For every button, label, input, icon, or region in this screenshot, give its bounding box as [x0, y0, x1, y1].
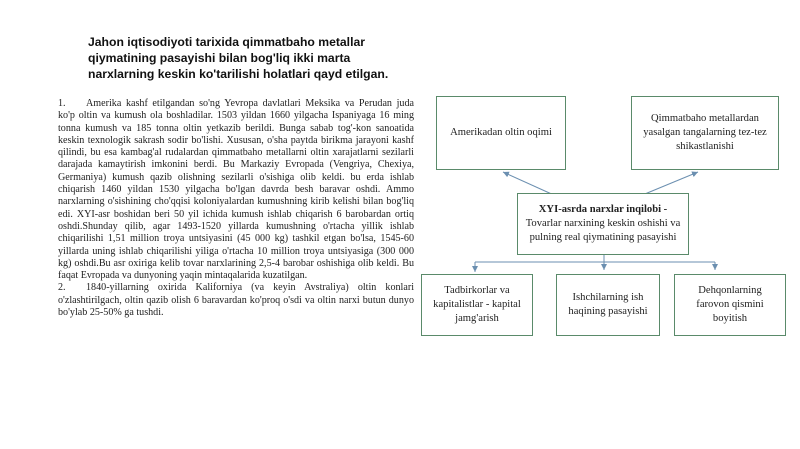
- box-bottom-middle: [556, 274, 660, 336]
- box-label: Dehqonlarning farovon qismini boyitish: [696, 285, 764, 324]
- box-subtitle: Tovarlar narxining keskin oshishi va pulning real qiymatining pasayishi: [525, 218, 681, 243]
- box-top-right: [631, 96, 779, 170]
- paragraph-number: 2.: [58, 282, 66, 294]
- paragraph-number: 1.: [58, 98, 66, 109]
- box-top-left: [436, 96, 566, 170]
- box-bottom-left: [421, 274, 533, 336]
- box-center: [517, 193, 689, 255]
- box-label: Tadbirkorlar va kapitalistlar - kapital jamg'arish: [433, 285, 521, 324]
- box-bottom-right: [674, 274, 786, 336]
- box-label: Amerikadan oltin oqimi: [450, 127, 552, 138]
- page-title: Jahon iqtisodiyoti tarixida qimmatbaho metallar qiymatining pasayishi bilan bog'liq ikki marta narxlarning keskin ko'tarilishi holatlari qayd etilgan.: [88, 35, 389, 81]
- paragraph-text: 1840-yillarning oxirida Kaliforniya (va keyin Avstraliya) oltin konlari o'zlashtirilgach, oltin qazib olish 6 baravardan ko'proq o'sdi va oltin narxi butun dunyo bo'ylab 25-50% ga tushdi.: [58, 282, 414, 319]
- box-label: Qimmatbaho metallardan yasalgan tangalarning tez-tez shikastlanishi: [643, 113, 767, 152]
- box-heading: XYI-asrda narxlar inqilobi -: [538, 204, 668, 215]
- paragraph-text: Amerika kashf etilgandan so'ng Yevropa davlatlari Meksika va Perudan juda ko'p oltin va kumush ola boshladilar. 1503 yildan 1660 yilgacha Ispaniyaga 16 ming tonna kumush va 185 tonna oltin yetkazib berildi. Bunga sabab tog'-kon sanoatida keskin texnologik sakrash sodir bo'lishi. Xususan, o'sha paytda birikma jarayoni kashf qilindi, bu esa kambag'al rudalardan qimmatbaho metallarni oltin xarajatlarni sezilarli darajada kamaytirish imkonini berdi. Bu Markaziy Evropada (Vengriya, Chexiya, Germaniya) kumush qazib olishning sezilarli o'sishiga olib keldi. bu erda ishlab chiqarish 1460 yildan 1530 yilgacha bo'lgan davrda besh baravar oshdi. Ammo narxlarning o'sishining cho'qqisi koloniyalardan kumushning kirib kelishi bilan bog'liq edi. XYI-asr boshidan beri 50 yil ichida kumush ishlab chiqarish 6 barobardan ortiq oshdi.Shunday qilib, agar 1493-1520 yillarda kumushning o'rtacha yillik ishlab chiqarilishi 1,51 million troya untsiyasini (45 000 kg) tashkil etgan bo'lsa, 1545-60 yillarda uning ishlab chiqarilishi yiliga o'rtacha 10 million troya untsiyasiga (300 000 kg) oshdi.Bu asr oxiriga kelib tovar narxlarining 2,5-4 barobar oshishiga olib keldi. Bu faqat Evropada va dunyoning yaqin mintaqalarida kuzatilgan.: [58, 98, 414, 282]
- box-label: Ishchilarning ish haqining pasayishi: [568, 292, 648, 317]
